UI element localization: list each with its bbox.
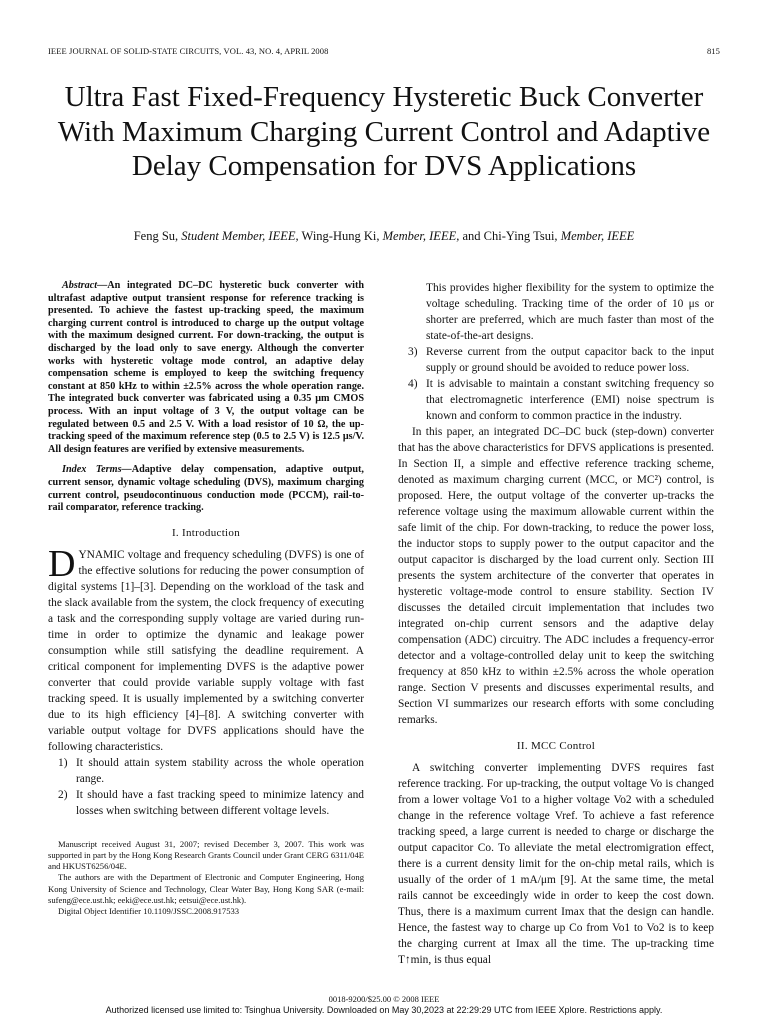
abstract-label: Abstract—	[62, 280, 108, 291]
index-terms	[48, 464, 364, 514]
section-2-heading: II. MCC Control	[516, 740, 596, 752]
footnote-doi: Digital Object Identifier 10.1109/JSSC.2008.917533	[58, 905, 240, 916]
abstract-text: An integrated DC–DC hysteretic buck converter with ultrafast adaptive output transient response for reference tracking is presented. To achieve the fastest up-tracking speed, the maximum charging current control is introduced to charge up the output voltage with the maximum designed current. For down-tracking, the output is discharged by the load only to save energy. Although the converter works with hysteretic voltage mode control, an adaptive delay compensation scheme is employed to keep the switching frequency constant at 850 kHz to within ±2.5% across the whole operation range. The integrated buck converter was fabricated using a 0.35 μm CMOS process. With an input voltage of 3 V, the output voltage can be regulated between 0.5 and 2.5 V. With a load resistor of 10 Ω, the up-tracking speed of the maximum reference step (0.5 to 2.5 V) is 12.5 μs/V. All design features are verified by extensive measurements.	[48, 280, 364, 455]
copyright-line: 0018-9200/$25.00 © 2008 IEEE	[328, 994, 440, 1004]
author-2-role: Member, IEEE,	[382, 229, 460, 243]
abstract	[48, 280, 364, 456]
section-1-heading: I. Introduction	[171, 526, 241, 539]
author-1-name: Feng Su,	[133, 229, 179, 243]
index-terms-label: Index Terms—	[62, 464, 132, 476]
intro-paragraph	[48, 542, 364, 755]
intro-text: YNAMIC voltage and frequency scheduling (DVFS) is one of the effective solutions for reducing the power consumption of digital systems [1]–[3]. Depending on the workload of the task and the slack available from the system, the clock frequency of executing a task and the corresponding supply voltage are varied during run-time in order to optimize the dynamic and leakage power consumption while still satisfying the deadline requirement. A critical component for implementing DVFS is the adaptive power converter that could provide variable supply voltage with fast tracking speed. It is usually implemented by a switching converter due to its high efficiency [4]–[8]. A switching converter with variable output voltage for DVFS applications should have the following characteristics.	[48, 548, 364, 753]
drop-cap: D	[48, 542, 76, 585]
characteristics-list-cont	[398, 344, 714, 424]
journal-header: IEEE JOURNAL OF SOLID-STATE CIRCUITS, VOL. 43, NO. 4, APRIL 2008	[48, 46, 329, 56]
list-item: 4) It is advisable to maintain a constant switching frequency so that electromagnetic interference (EMI) noise spectrum is known and conform to common practice in the industry.	[408, 378, 714, 422]
running-header	[48, 46, 720, 56]
footnote-affiliation: The authors are with the Department of Electronic and Computer Engineering, Hong Kong University of Science and Technology, Clear Water Bay, Hong Kong SAR (e-mail: sufeng@ece.ust.hk; eeki@ece.ust.hk; eetsui@ece.ust.hk).	[48, 872, 364, 905]
left-column	[48, 280, 364, 917]
author-line	[48, 229, 720, 244]
characteristics-list	[48, 755, 364, 819]
body-paragraph: In this paper, an integrated DC–DC buck (step-down) converter that has the above characteristics for DFVS applications is presented. In Section II, a simple and effective reference tracking scheme, denoted as maximum charging current (MCC, or MC²) control, is proposed. Here, the output voltage of the converter up-tracks the reference voltage using the maximum allowable current within the safe limit of the chip. For down-tracking, to reduce the power loss, the inductor stops to supply power to the output capacitor and the output capacitor is discharged by the load current only. Section III presents the system architecture of the converter that operates in hysteretic voltage-mode control to ensure stability. Section IV discusses the detailed circuit implementation that includes two integrated on-chip current sensors and the adaptive delay compensation (ADC) circuitry. The ADC includes a frequency-error detector and a voltage-controlled delay unit to keep the switching frequency at 850 kHz to within ±2.5% across the whole operation range. Section V presents and discusses experimental results, and Section VI summarizes our research efforts with some concluding remarks.	[398, 426, 714, 726]
right-column	[398, 280, 714, 968]
index-terms-text: Adaptive delay compensation, adaptive output, current sensor, dynamic voltage scheduling (DVS), maximum charging current control, pseudocontinuous conduction mode (PCCM), rail-to-rail comparator, reference tracking.	[48, 464, 364, 514]
list-item: 1) It should attain system stability across the whole operation range.	[58, 756, 364, 785]
author-3-name: and Chi-Ying Tsui,	[462, 229, 558, 243]
list-item-continuation: This provides higher flexibility for the system to optimize the voltage scheduling. Tracking time of the order of 10 μs or shorter are preferred, which are much faster than most of the state-of-the-art designs.	[426, 282, 714, 342]
footnote-received: Manuscript received August 31, 2007; revised December 3, 2007. This work was supported in part by the Hong Kong Research Grants Council under Grant CERG 6311/04E and HKUST6256/04E.	[48, 838, 364, 872]
footnote	[48, 839, 364, 917]
authorized-use-notice: Authorized licensed use limited to: Tsinghua University. Downloaded on May 30,2023 at 22:29:29 UTC from IEEE Xplore. Restrictions apply.	[105, 1005, 663, 1015]
list-item: 2) It should have a fast tracking speed to minimize latency and losses when switching between different voltage levels.	[58, 788, 364, 817]
body-paragraph: A switching converter implementing DVFS requires fast reference tracking. For up-tracking, the output voltage Vo is changed from a lower voltage Vo1 to a higher voltage Vo2 with a scheduled change in the reference voltage Vref. To achieve a fast reference tracking speed, a large current is needed to charge or discharge the output capacitor Co. To alleviate the metal electromigration effect, there is a current density limit for the on-chip metal rails, which is usually of the order of 1 mA/μm [9]. At the same time, the metal rails cannot be exceedingly wide in order to keep the cost down. Thus, there is a maximum current Imax that the design can handle. Hence, the fastest way to charge up Co from Vo1 to Vo2 is to keep the charging current at Imax all the time. The up-tracking time T↑min, is thus equal	[398, 762, 714, 966]
paper-title: Ultra Fast Fixed-Frequency Hysteretic Buck Converter With Maximum Charging Current Control and Adaptive Delay Compensation for DVS Applications	[57, 81, 711, 182]
list-item: 3) Reverse current from the output capacitor back to the input supply or ground should be avoided to reduce power loss.	[408, 346, 714, 374]
author-3-role: Member, IEEE	[560, 229, 635, 243]
author-2-name: Wing-Hung Ki,	[301, 229, 380, 243]
author-1-role: Student Member, IEEE,	[181, 229, 299, 243]
page-number: 815	[706, 46, 720, 56]
